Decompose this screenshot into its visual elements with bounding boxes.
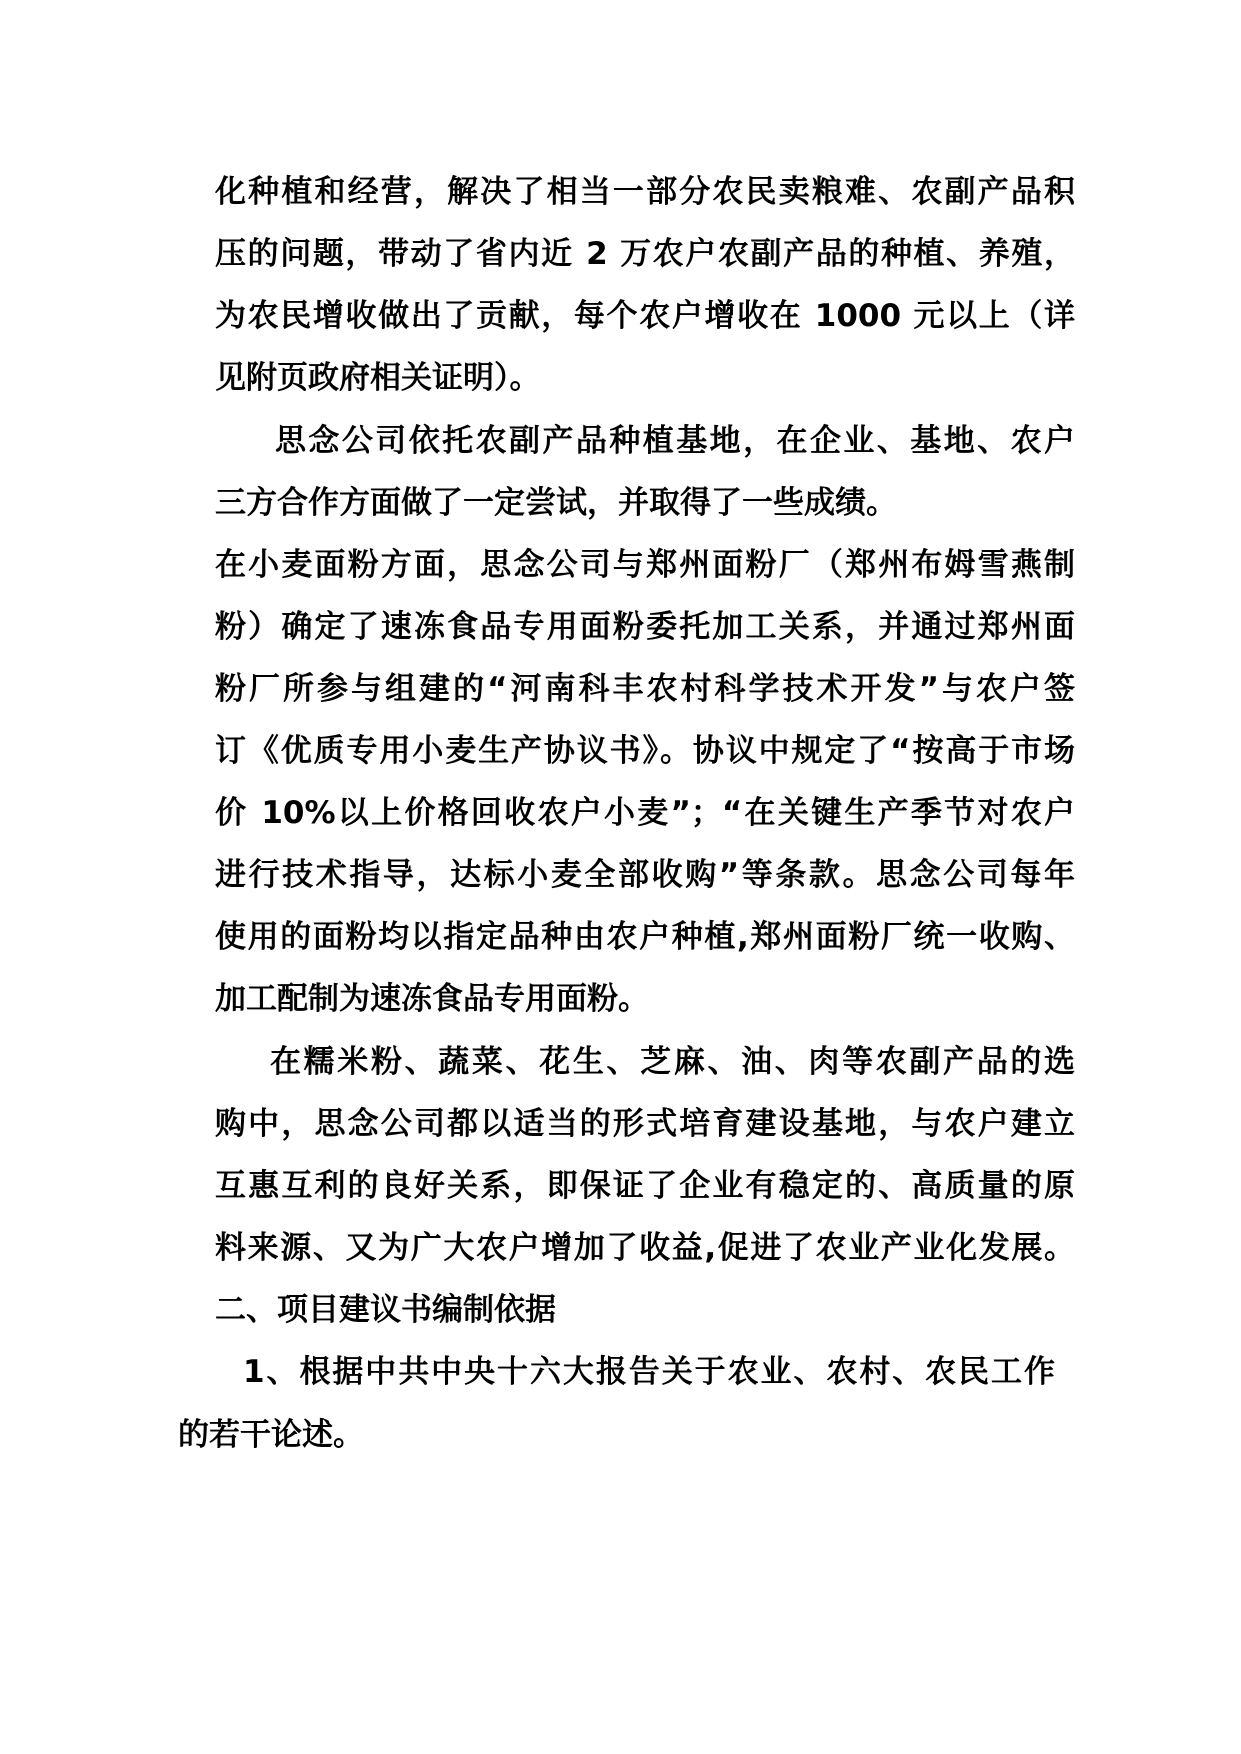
item-1-line-2: 的若干论述。 bbox=[178, 1417, 364, 1453]
paragraph-1-line-1: 化种植和经营，解决了相当一部分农民卖粮难、农副产品积 bbox=[215, 174, 1075, 210]
paragraph-1-line-2: 压的问题，带动了省内近 2 万农户农副产品的种植、养殖， bbox=[215, 236, 1075, 272]
paragraph-3-line-1: 在小麦面粉方面，思念公司与郑州面粉厂（郑州布姆雪燕制 bbox=[215, 547, 1075, 583]
paragraph-2-line-2: 三方合作方面做了一定尝试，并取得了一些成绩。 bbox=[215, 485, 897, 521]
paragraph-4-line-2: 购中，思念公司都以适当的形式培育建设基地，与农户建立 bbox=[215, 1106, 1075, 1142]
paragraph-3-line-6: 进行技术指导，达标小麦全部收购”等条款。思念公司每年 bbox=[215, 857, 1075, 893]
paragraph-1-line-4: 见附页政府相关证明）。 bbox=[215, 360, 541, 396]
paragraph-3-line-2: 粉）确定了速冻食品专用面粉委托加工关系，并通过郑州面 bbox=[215, 609, 1075, 645]
paragraph-4-line-1: 在糯米粉、蔬菜、花生、芝麻、油、肉等农副产品的选 bbox=[270, 1044, 1075, 1080]
paragraph-3-line-3: 粉厂所参与组建的“河南科丰农村科学技术开发”与农户签 bbox=[215, 671, 1075, 707]
item-1-line-1: 1、根据中共中央十六大报告关于农业、农村、农民工作 bbox=[243, 1354, 1055, 1390]
paragraph-3-line-7: 使用的面粉均以指定品种由农户种植,郑州面粉厂统一收购、 bbox=[215, 919, 1075, 955]
paragraph-3-line-5: 价 10%以上价格回收农户小麦”；“在关键生产季节对农户 bbox=[215, 795, 1075, 831]
paragraph-4-line-4: 料来源、又为广大农户增加了收益,促进了农业产业化发展。 bbox=[215, 1230, 1075, 1266]
paragraph-3-line-4: 订《优质专用小麦生产协议书》。协议中规定了“按高于市场 bbox=[215, 733, 1075, 769]
paragraph-1-line-3: 为农民增收做出了贡献，每个农户增收在 1000 元以上（详 bbox=[215, 298, 1075, 334]
paragraph-3-line-8: 加工配制为速冻食品专用面粉。 bbox=[215, 981, 649, 1017]
section-heading: 二、项目建议书编制依据 bbox=[215, 1292, 556, 1328]
paragraph-4-line-3: 互惠互利的良好关系，即保证了企业有稳定的、高质量的原 bbox=[215, 1168, 1075, 1204]
paragraph-2-line-1: 思念公司依托农副产品种植基地，在企业、基地、农户 bbox=[275, 423, 1075, 459]
